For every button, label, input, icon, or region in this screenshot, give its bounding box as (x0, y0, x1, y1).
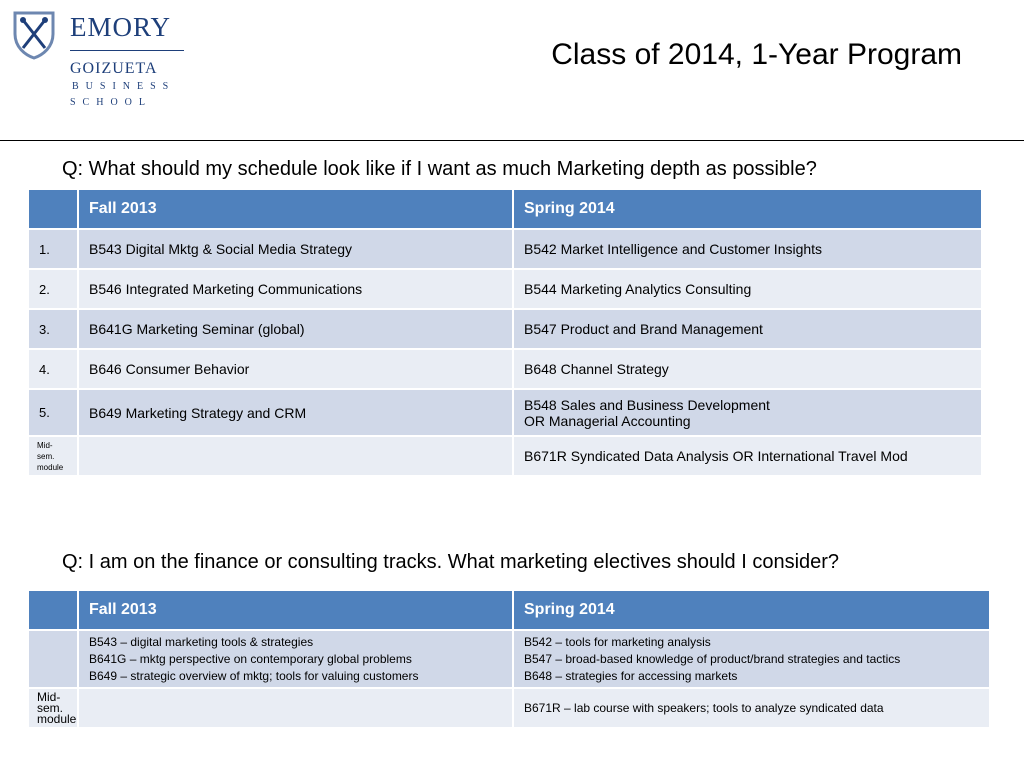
mid-label-line: module (37, 462, 64, 472)
row-number: 5. (28, 389, 78, 436)
fall-course: B543 Digital Mktg & Social Media Strategy (78, 229, 513, 269)
header-fall: Fall 2013 (78, 189, 513, 229)
fall-electives (78, 688, 513, 728)
elective-line: B641G – mktg perspective on contemporary global problems (89, 651, 412, 666)
table-row (28, 309, 982, 349)
question-2: Q: I am on the finance or consulting tracks. What marketing electives should I consider? (62, 551, 840, 573)
spring-course-line: OR Managerial Accounting (524, 412, 691, 429)
elective-line: B543 – digital marketing tools & strategies (89, 634, 314, 649)
header-blank (28, 590, 78, 630)
row-number: 2. (28, 269, 78, 309)
header-blank (28, 189, 78, 229)
table-row (28, 436, 982, 476)
question-1: Q: What should my schedule look like if I want as much Marketing depth as possible? (62, 158, 817, 180)
elective-line: B648 – strategies for accessing markets (524, 668, 738, 683)
row-number: 3. (28, 309, 78, 349)
logo-emory-text: EMORY (70, 12, 172, 42)
elective-line: B547 – broad-based knowledge of product/brand strategies and tactics (524, 651, 901, 666)
logo-business-text: BUSINESS (72, 81, 176, 92)
emory-shield-icon (12, 10, 56, 60)
table-row (28, 349, 982, 389)
marketing-depth-table (27, 188, 983, 477)
table-row (28, 630, 990, 688)
fall-course: B546 Integrated Marketing Communications (78, 269, 513, 309)
spring-electives (513, 630, 990, 688)
elective-line: B542 – tools for marketing analysis (524, 634, 711, 649)
mid-label-line: Mid- (37, 689, 61, 704)
mid-label-line: module (37, 711, 77, 726)
emory-goizueta-logo (12, 10, 182, 110)
elective-line: B649 – strategic overview of mktg; tools for valuing customers (89, 668, 419, 683)
finance-consulting-electives-table (27, 589, 991, 729)
fall-course: B649 Marketing Strategy and CRM (78, 389, 513, 436)
spring-course: B671R Syndicated Data Analysis OR International Travel Mod (513, 436, 982, 476)
logo-rule (70, 50, 184, 51)
header-fall: Fall 2013 (78, 590, 513, 630)
spring-electives: B671R – lab course with speakers; tools to analyze syndicated data (513, 688, 990, 728)
header-spring: Spring 2014 (513, 590, 990, 630)
mid-label-line: Mid- (37, 440, 53, 450)
mid-semester-label (28, 436, 78, 476)
mid-label-line: sem. (37, 451, 55, 461)
logo-goizueta-text: GOIZUETA (70, 60, 158, 77)
spring-course-line: B548 Sales and Business Development (524, 396, 770, 413)
row-number (28, 630, 78, 688)
mid-semester-label (28, 688, 78, 728)
table-row (28, 229, 982, 269)
logo-school-text: SCHOOL (70, 97, 153, 108)
table-header-row (28, 590, 990, 630)
slide-title: Class of 2014, 1-Year Program (551, 38, 962, 71)
spring-course: B648 Channel Strategy (513, 349, 982, 389)
fall-course (78, 436, 513, 476)
spring-course (513, 389, 982, 436)
spring-course: B547 Product and Brand Management (513, 309, 982, 349)
fall-course: B646 Consumer Behavior (78, 349, 513, 389)
header-spring: Spring 2014 (513, 189, 982, 229)
row-number: 1. (28, 229, 78, 269)
mid-label-line: sem. (37, 700, 64, 715)
fall-course: B641G Marketing Seminar (global) (78, 309, 513, 349)
title-divider (0, 140, 1024, 141)
fall-electives (78, 630, 513, 688)
table-row (28, 688, 990, 728)
spring-course: B544 Marketing Analytics Consulting (513, 269, 982, 309)
table-header-row (28, 189, 982, 229)
table-row (28, 269, 982, 309)
spring-course: B542 Market Intelligence and Customer Insights (513, 229, 982, 269)
table-row (28, 389, 982, 436)
row-number: 4. (28, 349, 78, 389)
